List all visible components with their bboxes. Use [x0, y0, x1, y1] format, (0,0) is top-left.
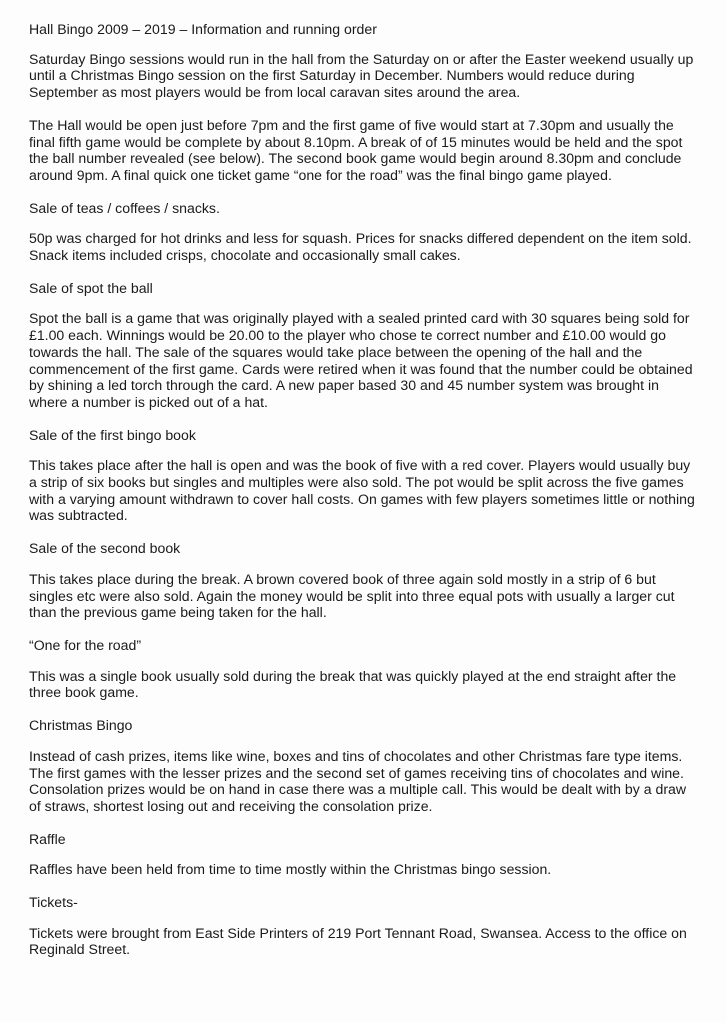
running-order-paragraph: The Hall would be open just before 7pm and the first game of five would start at 7.30pm and usually the final fifth game would be complete by about 8.10pm. A break of of 15 minutes would be held and the spot the ball number revealed (see below). The second book game would begin around 8.30pm and conclude around 9pm. A final quick one ticket game “one for the road” was the final bingo game played.: [29, 116, 683, 183]
section-body-teas: 50p was charged for hot drinks and less for squash. Prices for snacks differed dependent on the item sold. Snack items included crisps, chocolate and occasionally small cakes.: [29, 230, 692, 264]
section-heading-raffle: Raffle: [29, 830, 66, 847]
section-body-first-book: This takes place after the hall is open and was the book of five with a red cover. Players would usually buy a strip of six books but singles and multiples were also sold. The pot would be split across the five games with a varying amount withdrawn to cover hall costs. On games with few players sometimes little or nothing was subtracted.: [29, 457, 695, 524]
section-heading-tickets: Tickets-: [29, 894, 78, 911]
section-body-tickets: Tickets were brought from East Side Printers of 219 Port Tennant Road, Swansea. Access to the office on Reginald Street.: [29, 924, 687, 958]
document-body: [29, 21, 697, 974]
section-body-second-book: This takes place during the break. A brown covered book of three again sold mostly in a strip of 6 but singles etc were also sold. Again the money would be split into three equal pots with usually a larger cut than the previous game being taken for the hall.: [29, 570, 675, 621]
document-title: Hall Bingo 2009 – 2019 – Information and running order: [29, 21, 377, 37]
section-body-one-for-the-road: This was a single book usually sold during the break that was quickly played at the end straight after the three book game.: [29, 667, 677, 701]
section-heading-first-book: Sale of the first bingo book: [29, 426, 196, 443]
section-heading-teas: Sale of teas / coffees / snacks.: [29, 199, 220, 216]
section-body-christmas-bingo: Instead of cash prizes, items like wine, boxes and tins of chocolates and other Christmas fare type items. The first games with the lesser prizes and the second set of games receiving tins of chocolates and wine. Consolation prizes would be on hand in case there was a multiple call. This would be dealt with by a draw of straws, shortest losing out and receiving the consolation prize.: [29, 747, 687, 814]
section-body-spot-the-ball: Spot the ball is a game that was originally played with a sealed printed card with 30 squares being sold for £1.00 each. Winnings would be 20.00 to the player who chose te correct number and £10.00 would go towards the hall. The sale of the squares would take place between the opening of the hall and the commencement of the first game. Cards were retired when it was found that the number could be obtained by shining a led torch through the card. A new paper based 30 and 45 number system was brought in where a number is picked out of a hat.: [29, 310, 693, 410]
section-body-raffle: Raffles have been held from time to time mostly within the Christmas bingo session.: [29, 861, 552, 878]
section-heading-christmas-bingo: Christmas Bingo: [29, 717, 133, 734]
section-heading-second-book: Sale of the second book: [29, 540, 181, 557]
section-heading-spot-the-ball: Sale of spot the ball: [29, 279, 153, 296]
intro-paragraph: Saturday Bingo sessions would run in the hall from the Saturday on or after the Easter weekend usually up until a Christmas Bingo session on the first Saturday in December. Numbers would reduce during September as most players would be from local caravan sites around the area.: [29, 50, 694, 101]
section-heading-one-for-the-road: “One for the road”: [29, 636, 142, 653]
